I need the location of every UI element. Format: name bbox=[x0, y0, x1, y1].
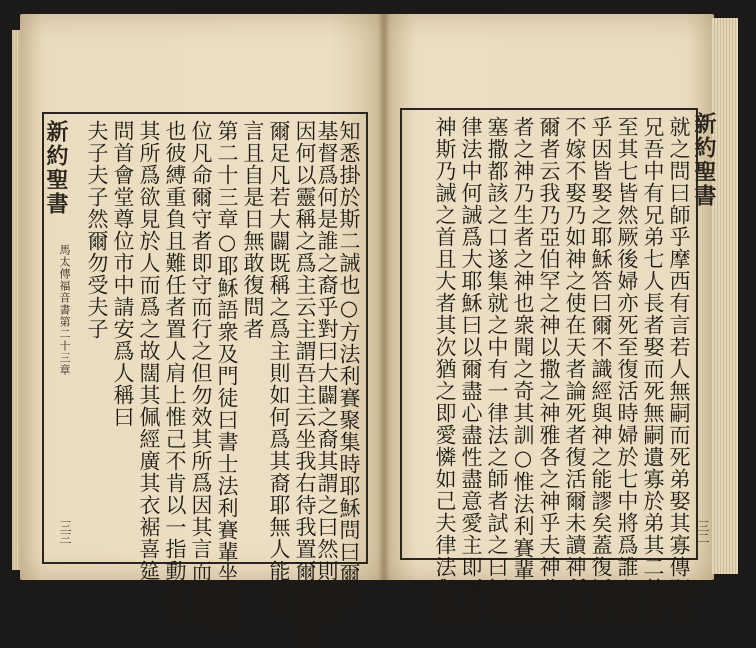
page-stack-right bbox=[712, 18, 738, 574]
text-column: 不嫁不娶乃如神之使在天者論死者復活爾未讀神所示 bbox=[563, 116, 587, 622]
right-page-number: 三二 bbox=[696, 520, 710, 544]
left-running-title: 新約聖書 bbox=[43, 120, 69, 216]
left-page-number: 三三 bbox=[58, 520, 72, 544]
text-column: 其所爲欲見於人而爲之故闊其佩經廣其衣裾喜筵 bbox=[137, 120, 161, 582]
text-column: 問首會堂尊位市中請安爲人稱曰 bbox=[111, 120, 135, 428]
left-text-frame bbox=[42, 112, 368, 648]
text-column: 爾者云我乃亞伯罕之神以撒之神雅各之神乎夫神非死 bbox=[537, 116, 561, 622]
left-section-title: 馬太傳福音書第二十三章 bbox=[58, 244, 71, 376]
text-column: 知悉掛於斯二誡也○方法利賽聚集時耶穌問曰爾意 bbox=[337, 120, 361, 607]
text-column: 言且自是日無敢復問者 bbox=[241, 120, 265, 340]
text-column: 因何以靈稱之爲主云主謂吾主云坐我右待我置爾之敵爲 bbox=[293, 120, 317, 648]
right-running-title: 新約聖書 bbox=[691, 112, 717, 208]
text-column: 爾足凡若大闢既稱之爲主則如何爲其裔耶無人能答一 bbox=[267, 120, 291, 626]
text-column: 律法中何誡爲大耶穌曰以爾盡心盡性盡意愛主即爾之 bbox=[459, 116, 483, 622]
text-column: 塞撒都該之口遂集就之中有一律法之師者試之曰師乎 bbox=[485, 116, 509, 622]
book-gutter bbox=[378, 14, 390, 580]
text-column: 位凡命爾守者即守而行之但勿效其所爲因其言而不行 bbox=[189, 120, 213, 626]
right-text-frame bbox=[400, 108, 698, 625]
text-column: 夫子夫子然爾勿受夫子 bbox=[85, 120, 109, 340]
text-column: 乎因皆娶之耶穌答曰爾不識經與神之能謬矣蓋復活時 bbox=[589, 116, 613, 622]
text-column: 就之問曰師乎摩西有言若人無嗣而死弟娶其寡傳嗣與 bbox=[667, 116, 691, 622]
text-column: 兄吾中有兄弟七人長者娶而死無嗣遺寡於弟其二其三 bbox=[641, 116, 665, 622]
text-column: 也彼縛重負且難任者置人肩上惟己不肯以一指動之凡 bbox=[163, 120, 187, 626]
chapter-heading-column: 第二十三章○耶穌語衆及門徒曰書士法利賽輩坐摩西 bbox=[215, 120, 239, 629]
text-column: 者之神乃生者之神也衆聞之奇其訓○惟法利賽輩聞其 bbox=[511, 116, 535, 625]
text-column: 至其七皆然厥後婦亦死至復活時婦於七中將爲誰之妻 bbox=[615, 116, 639, 622]
text-column: 神斯乃誡之首且大者其次猶之即愛憐如己夫律法與先 bbox=[433, 116, 457, 622]
text-column: 基督爲何是誰之裔乎對曰大闢之裔其謂之曰然則大闢 bbox=[315, 120, 339, 626]
